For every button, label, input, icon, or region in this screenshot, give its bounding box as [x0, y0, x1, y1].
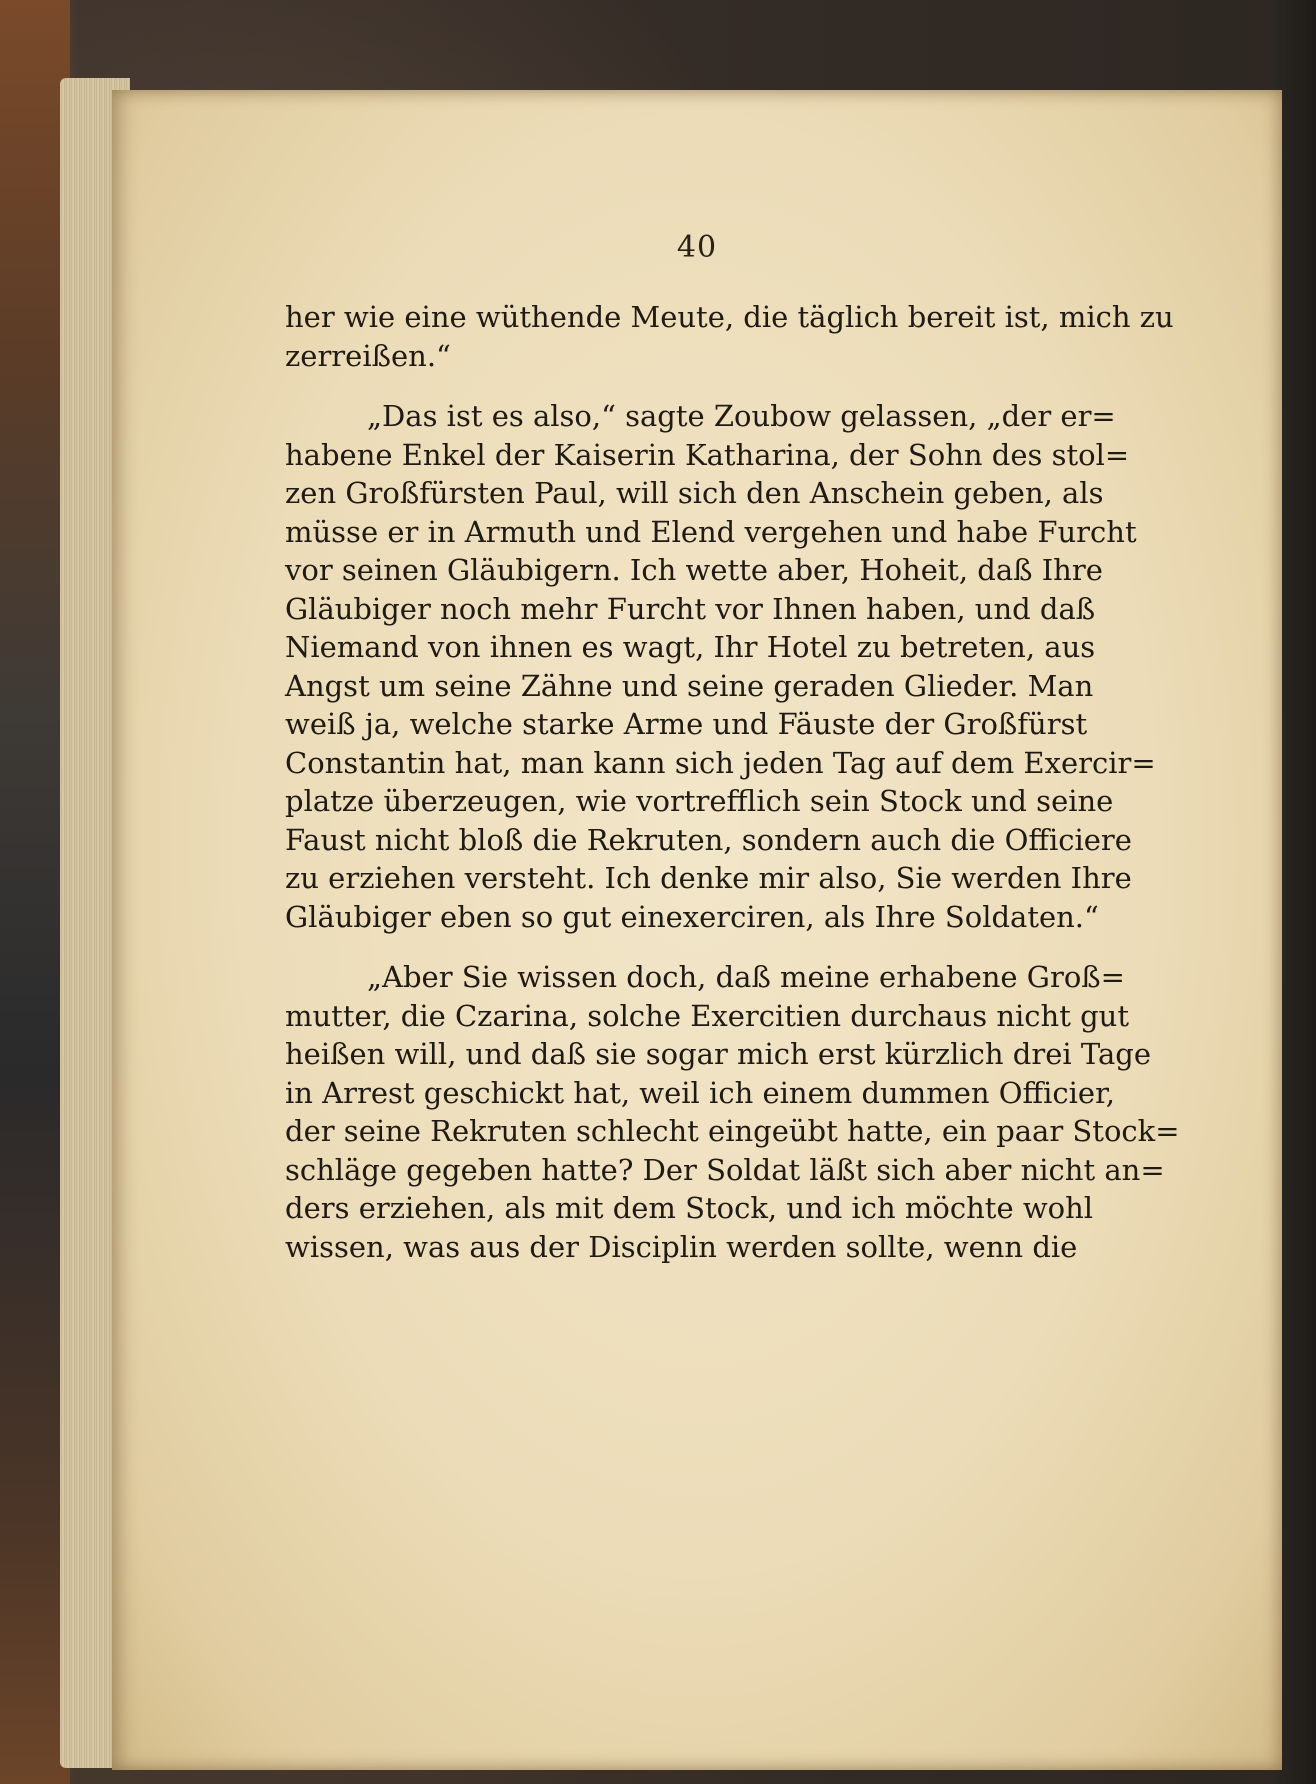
paragraph-3 — [285, 958, 1180, 1266]
body-text — [285, 298, 1180, 1266]
back-cover-edge — [1276, 0, 1316, 1784]
text-line: zerreißen.“ — [285, 338, 451, 373]
text-line: Constantin hat, man kann sich jeden Tag auf dem Exercir= — [285, 745, 1156, 780]
paragraph-2 — [285, 397, 1156, 936]
text-line: Faust nicht bloß die Rekruten, sondern auch die Officiere — [285, 822, 1132, 857]
text-line: Gläubiger eben so gut einexerciren, als Ihre Soldaten.“ — [285, 899, 1099, 934]
text-line: Angst um seine Zähne und seine geraden Glieder. Man — [285, 668, 1094, 703]
text-line: vor seinen Gläubigern. Ich wette aber, Hoheit, daß Ihre — [285, 553, 1103, 587]
text-line: „Aber Sie wissen doch, daß meine erhabene Groß= — [367, 960, 1125, 994]
text-line: zu erziehen versteht. Ich denke mir also, Sie werden Ihre — [285, 861, 1132, 895]
text-line: habene Enkel der Kaiserin Katharina, der Sohn des stol= — [285, 437, 1130, 472]
text-line: ders erziehen, als mit dem Stock, und ich möchte wohl — [285, 1191, 1094, 1225]
text-line: wissen, was aus der Disciplin werden sollte, wenn die — [285, 1229, 1078, 1264]
text-line: Niemand von ihnen es wagt, Ihr Hotel zu betreten, aus — [285, 630, 1096, 664]
text-line: der seine Rekruten schlecht eingeübt hatte, ein paar Stock= — [285, 1114, 1180, 1148]
page-number: 40 — [676, 230, 718, 265]
text-line: schläge gegeben hatte? Der Soldat läßt sich aber nicht an= — [285, 1152, 1165, 1187]
text-line: weiß ja, welche starke Arme und Fäuste der Großfürst — [285, 707, 1088, 741]
text-line: heißen will, und daß sie sogar mich erst kürzlich drei Tage — [285, 1037, 1151, 1071]
text-line: her wie eine wüthende Meute, die täglich bereit ist, mich zu — [285, 300, 1174, 334]
paragraph-1 — [285, 298, 1174, 375]
book-page — [112, 90, 1282, 1770]
text-line: „Das ist es also,“ sagte Zoubow gelassen, „der er= — [367, 399, 1116, 433]
text-line: müsse er in Armuth und Elend vergehen und habe Furcht — [285, 514, 1137, 549]
text-line: in Arrest geschickt hat, weil ich einem dummen Officier, — [285, 1075, 1115, 1110]
text-line: Gläubiger noch mehr Furcht vor Ihnen haben, und daß — [285, 591, 1096, 626]
text-line: mutter, die Czarina, solche Exercitien durchaus nicht gut — [285, 998, 1129, 1033]
text-line: platze überzeugen, wie vortrefflich sein Stock und seine — [285, 784, 1114, 818]
text-line: zen Großfürsten Paul, will sich den Anschein geben, als — [285, 476, 1104, 510]
